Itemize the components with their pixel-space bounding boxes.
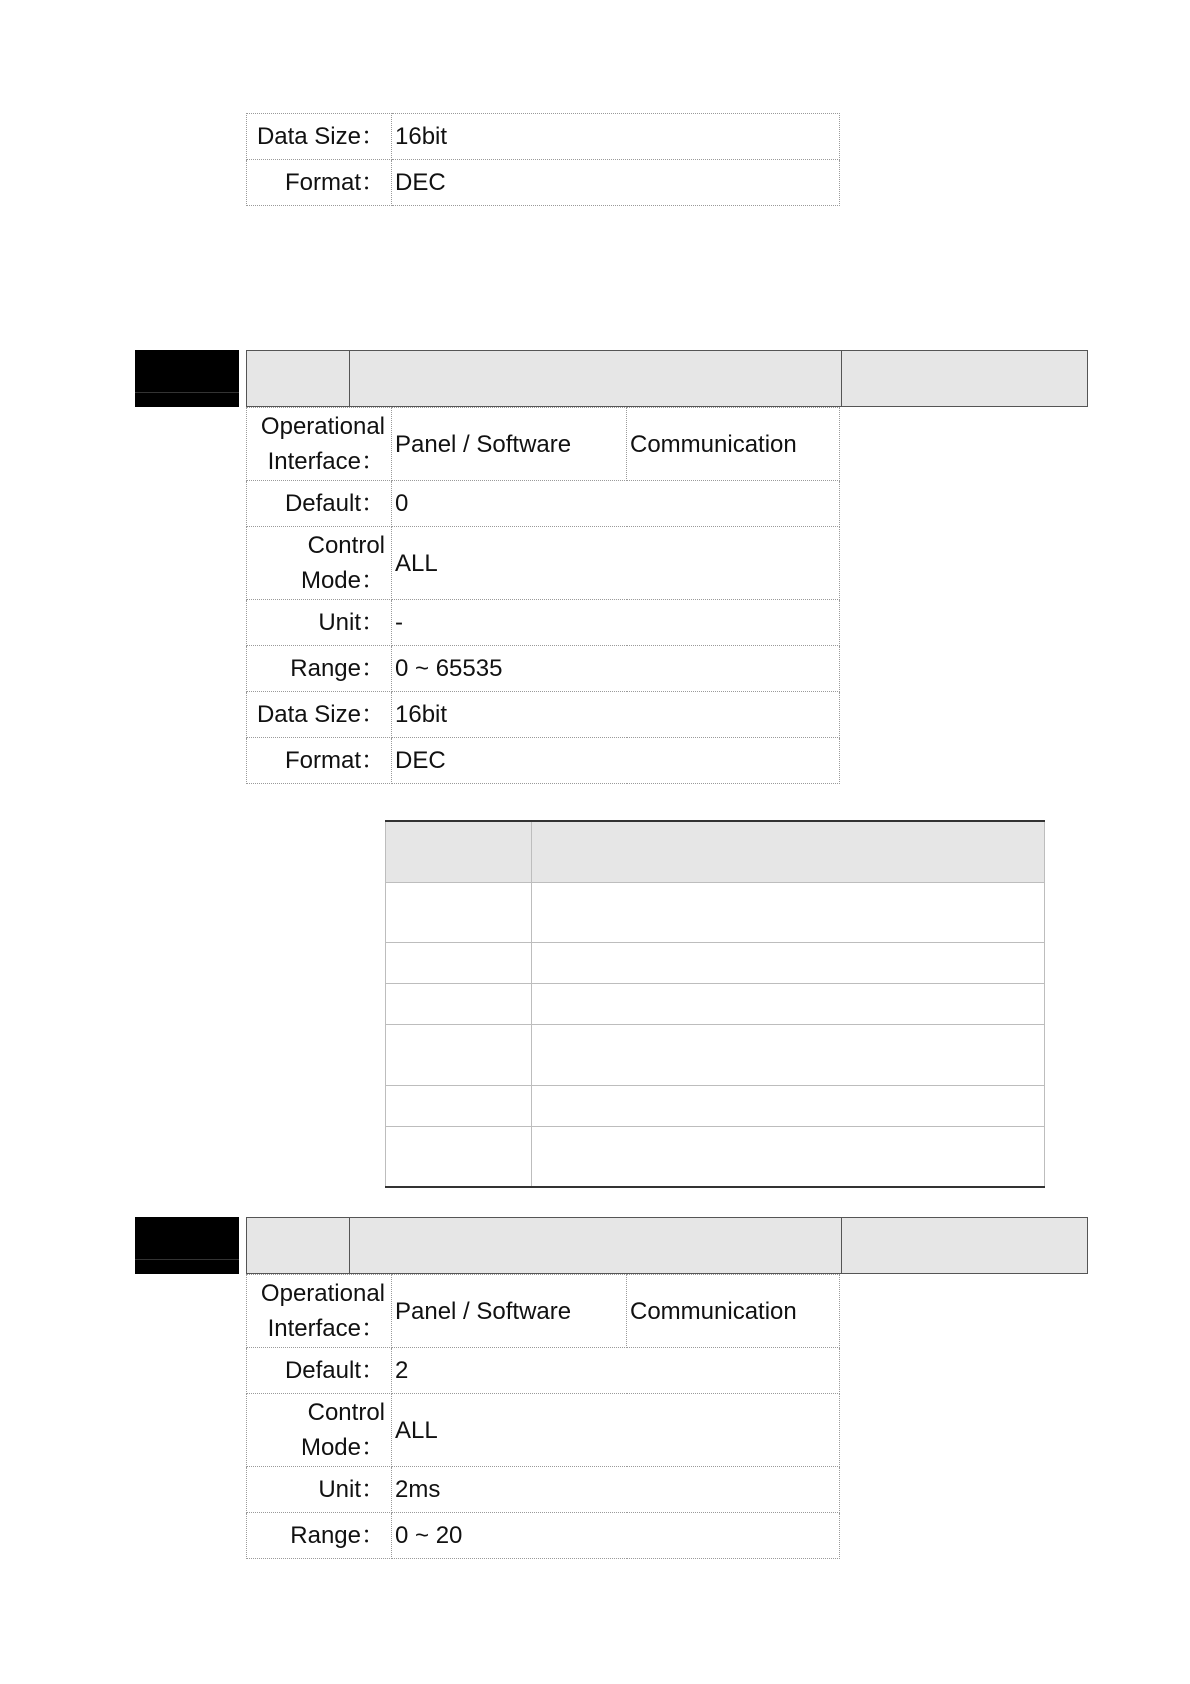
interface-panel-value: Panel / Software bbox=[392, 1275, 627, 1348]
param2-header-cell-address bbox=[247, 1218, 350, 1273]
format-value: DEC bbox=[392, 160, 840, 206]
param1-header-bar bbox=[246, 350, 1088, 407]
settings-row bbox=[386, 1086, 1045, 1127]
range-label: Range： bbox=[247, 646, 392, 692]
interface-comm-value: Communication bbox=[627, 1275, 840, 1348]
data-size-label: Data Size： bbox=[247, 692, 392, 738]
unit-label: Unit： bbox=[247, 1467, 392, 1513]
default-value: 2 bbox=[392, 1348, 840, 1394]
control-mode-value: ALL bbox=[392, 1394, 840, 1467]
param1-info-table bbox=[246, 407, 840, 784]
format-value: DEC bbox=[392, 738, 840, 784]
control-mode-label: Control Mode： bbox=[247, 1394, 392, 1467]
data-size-label: Data Size： bbox=[247, 114, 392, 160]
param2-code-block bbox=[135, 1217, 239, 1274]
unit-label: Unit： bbox=[247, 600, 392, 646]
unit-value: - bbox=[392, 600, 840, 646]
param2-header-bar bbox=[246, 1217, 1088, 1274]
range-label: Range： bbox=[247, 1513, 392, 1559]
param2-info-table bbox=[246, 1274, 840, 1559]
settings-table bbox=[385, 820, 1045, 1188]
interface-label: Operational Interface： bbox=[247, 408, 392, 481]
interface-panel-value: Panel / Software bbox=[392, 408, 627, 481]
settings-row bbox=[386, 943, 1045, 984]
interface-comm-value: Communication bbox=[627, 408, 840, 481]
default-value: 0 bbox=[392, 481, 840, 527]
range-value: 0 ~ 65535 bbox=[392, 646, 840, 692]
data-size-value: 16bit bbox=[392, 692, 840, 738]
interface-label: Operational Interface： bbox=[247, 1275, 392, 1348]
top-param-table bbox=[246, 113, 840, 206]
param1-header-cell-address bbox=[247, 351, 350, 406]
format-label: Format： bbox=[247, 160, 392, 206]
settings-row bbox=[386, 1025, 1045, 1086]
format-label: Format： bbox=[247, 738, 392, 784]
range-value: 0 ~ 20 bbox=[392, 1513, 840, 1559]
default-label: Default： bbox=[247, 481, 392, 527]
data-size-value: 16bit bbox=[392, 114, 840, 160]
settings-header-row bbox=[386, 821, 1045, 883]
settings-row bbox=[386, 883, 1045, 943]
settings-header-desc bbox=[532, 821, 1045, 883]
settings-row bbox=[386, 984, 1045, 1025]
param1-code-block bbox=[135, 350, 239, 407]
param2-header-cell-name bbox=[349, 1218, 842, 1273]
default-label: Default： bbox=[247, 1348, 392, 1394]
settings-row bbox=[386, 1127, 1045, 1187]
control-mode-label: Control Mode： bbox=[247, 527, 392, 600]
settings-header-key bbox=[386, 821, 532, 883]
unit-value: 2ms bbox=[392, 1467, 840, 1513]
param1-header-cell-name bbox=[349, 351, 842, 406]
control-mode-value: ALL bbox=[392, 527, 840, 600]
